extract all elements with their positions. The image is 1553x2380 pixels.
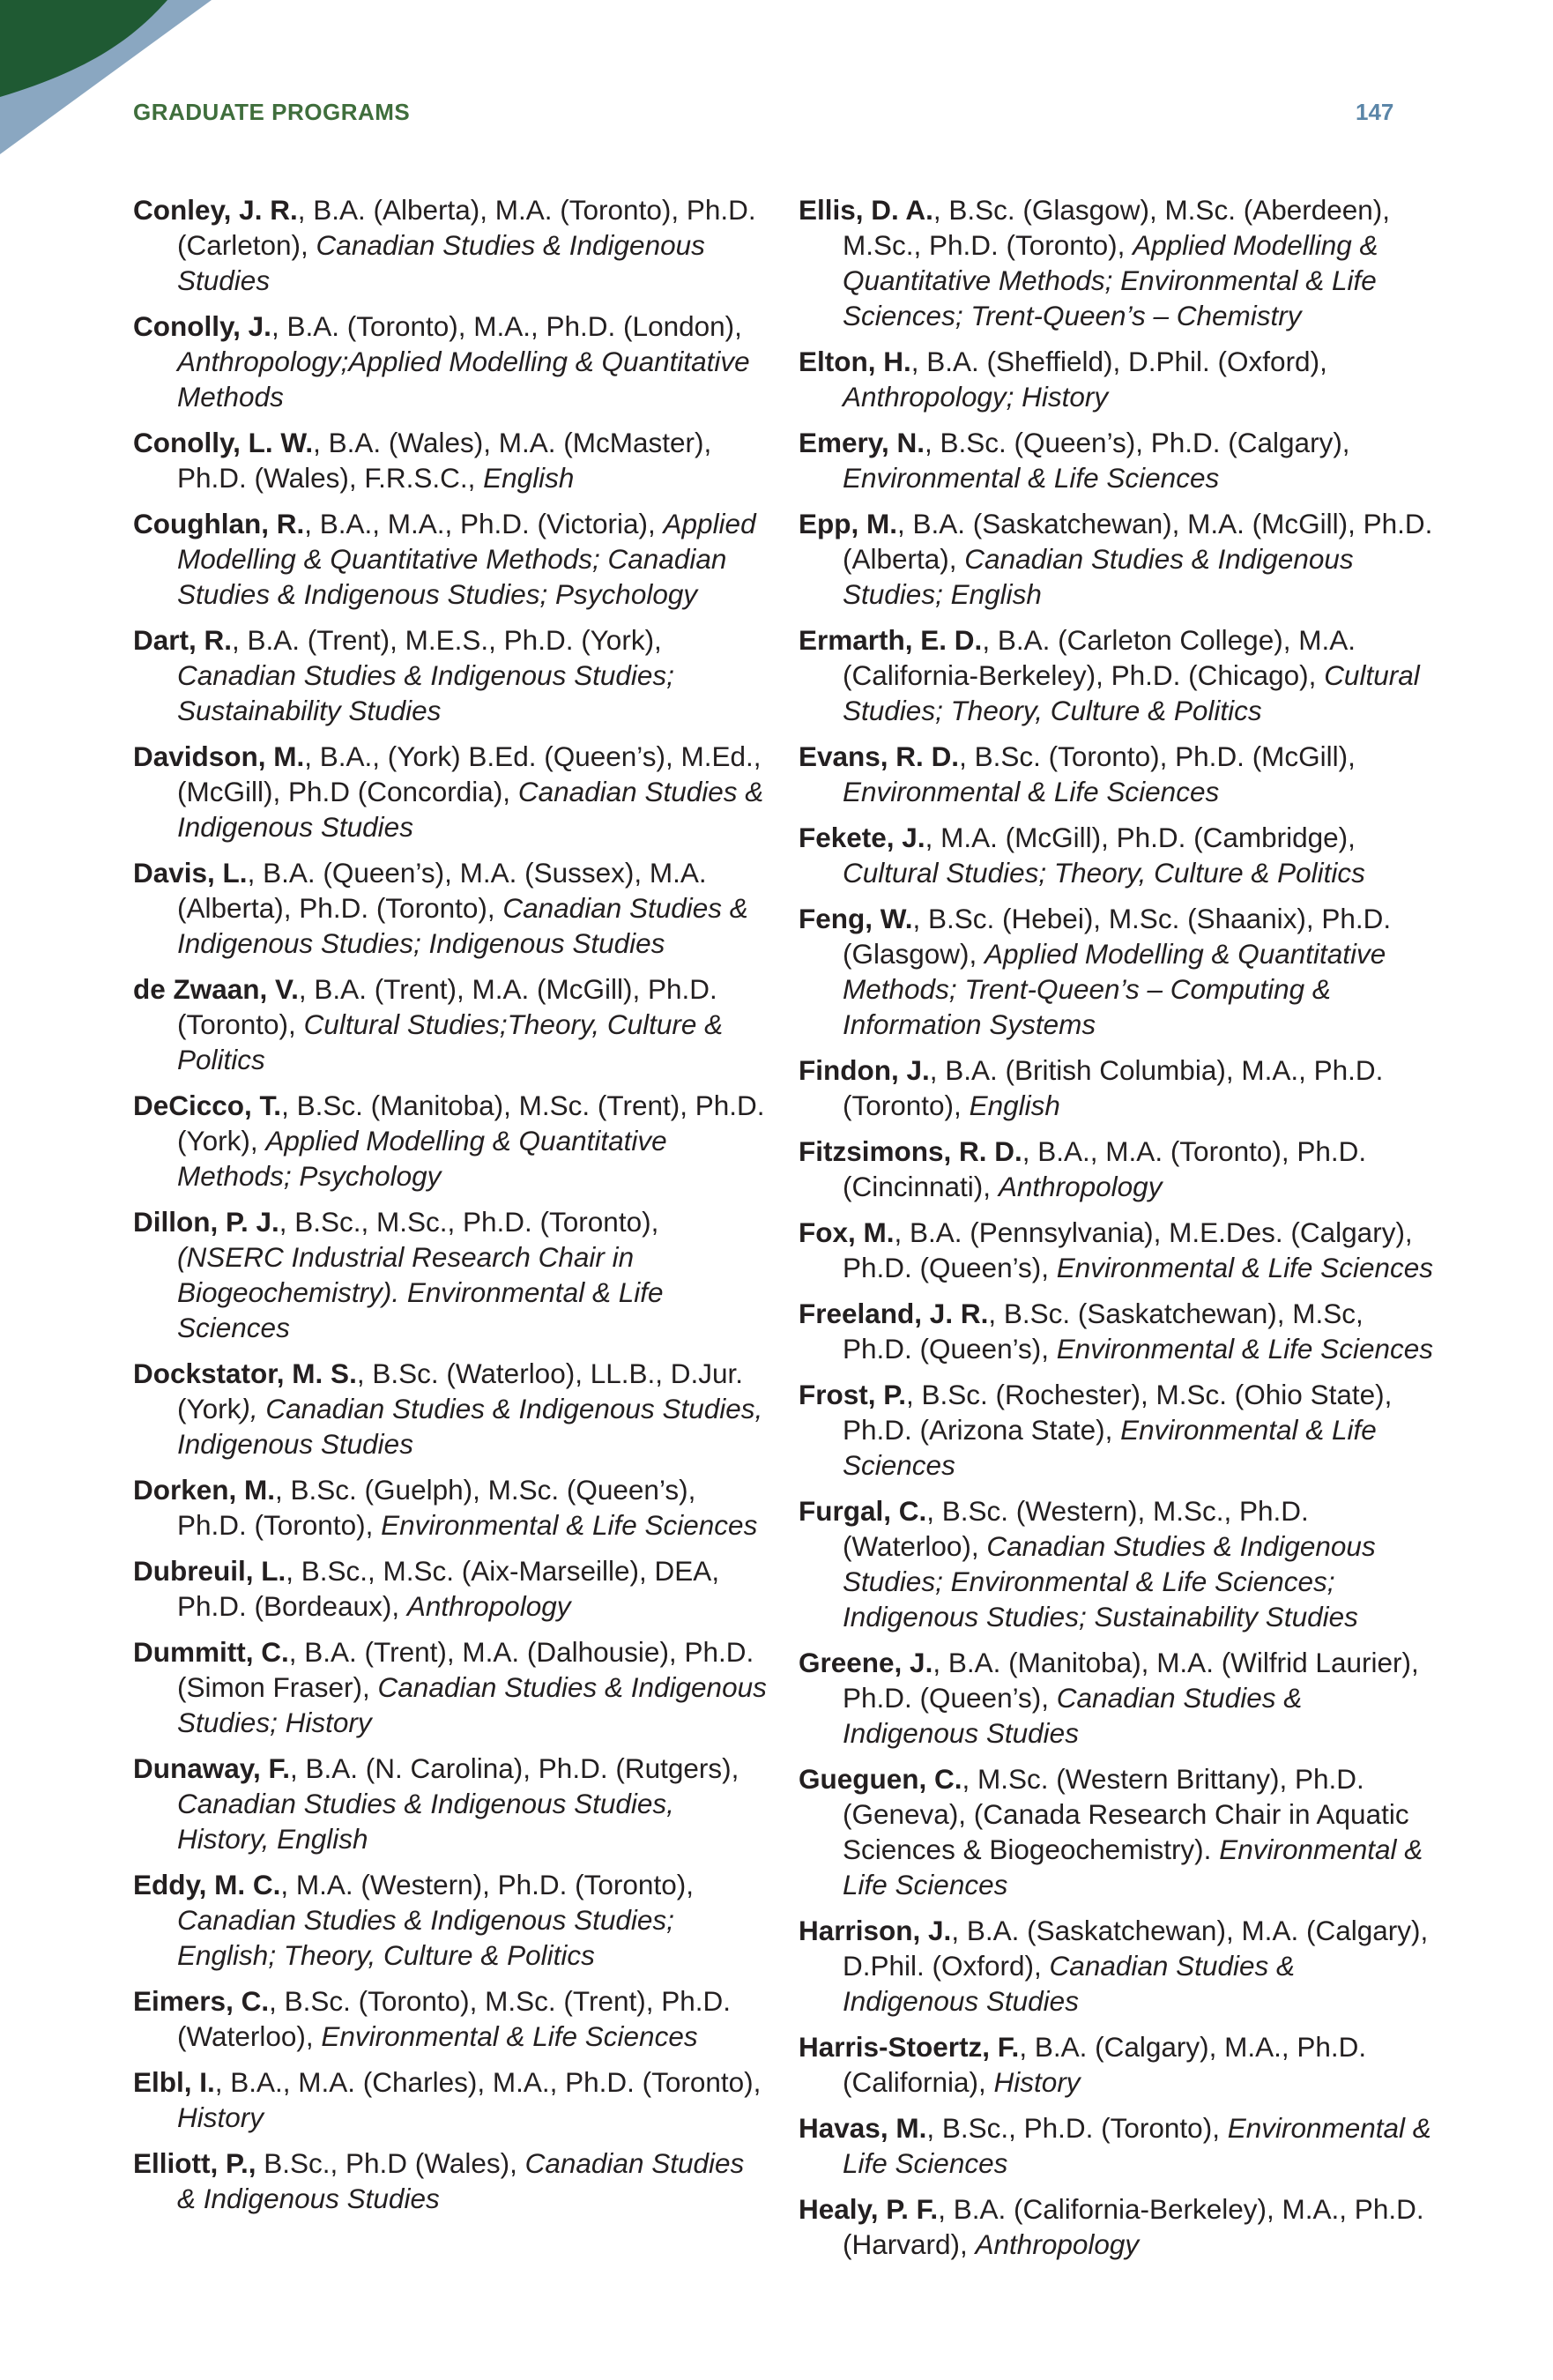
faculty-degrees: , B.A. (Alberta), M.A. (Toronto), Ph.D. (Carleton),	[177, 194, 756, 261]
faculty-degrees: , B.A. (Trent), M.E.S., Ph.D. (York),	[232, 624, 662, 656]
faculty-degrees: , B.Sc., M.Sc. (Aix-Marseille), DEA, Ph.D. (Bordeaux),	[177, 1555, 720, 1622]
faculty-degrees: , M.A. (Western), Ph.D. (Toronto),	[280, 1869, 694, 1900]
faculty-entry	[799, 1493, 1433, 1634]
faculty-name: Fitzsimons, R. D.	[799, 1135, 1022, 1167]
faculty-degrees: , B.A. (Manitoba), M.A. (Wilfrid Laurier), Ph.D. (Queen’s),	[843, 1647, 1419, 1714]
faculty-programs: Canadian Studies & Indigenous Studies; Sustainability Studies	[177, 659, 674, 726]
faculty-degrees: , B.Sc. (Western), M.Sc., Ph.D. (Waterloo),	[843, 1495, 1309, 1562]
faculty-degrees: , B.A. (Saskatchewan), M.A. (McGill), Ph.D. (Alberta),	[843, 508, 1433, 575]
faculty-entry	[133, 1472, 768, 1543]
faculty-name: DeCicco, T.	[133, 1090, 282, 1121]
faculty-programs: Anthropology	[975, 2228, 1140, 2260]
faculty-programs: English	[483, 462, 575, 494]
faculty-entry	[133, 1751, 768, 1856]
faculty-programs: Canadian Studies & Indigenous Studies	[843, 1682, 1303, 1749]
faculty-name: Havas, M.	[799, 2112, 927, 2144]
faculty-name: Epp, M.	[799, 508, 897, 539]
faculty-name: Dubreuil, L.	[133, 1555, 286, 1587]
faculty-name: Dillon, P. J.	[133, 1206, 279, 1238]
faculty-programs: Environmental & Life Sciences	[843, 2112, 1431, 2179]
faculty-entry	[799, 622, 1433, 728]
faculty-entry	[799, 1377, 1433, 1483]
faculty-entry	[133, 309, 768, 414]
faculty-name: Fekete, J.	[799, 822, 925, 853]
faculty-name: Elbl, I.	[133, 2066, 215, 2098]
faculty-programs: Canadian Studies & Indigenous Studies	[177, 2147, 745, 2214]
faculty-entry	[799, 1761, 1433, 1902]
faculty-entry	[133, 1983, 768, 2054]
corner-decoration	[0, 0, 212, 159]
faculty-programs: Applied Modelling & Quantitative Methods; Psychology	[177, 1125, 667, 1192]
faculty-programs: Applied Modelling & Quantitative Methods; Trent-Queen’s – Computing & Information Systems	[843, 938, 1386, 1040]
faculty-entry	[133, 971, 768, 1077]
faculty-entry	[799, 2029, 1433, 2100]
faculty-degrees: , B.A. (Sheffield), D.Phil. (Oxford),	[910, 346, 1327, 377]
faculty-degrees: , B.A. (California-Berkeley), M.A., Ph.D. (Harvard),	[843, 2193, 1424, 2260]
faculty-entry	[799, 1296, 1433, 1366]
faculty-programs: Canadian Studies & Indigenous Studies; English; Theory, Culture & Politics	[177, 1904, 674, 1971]
faculty-entry	[133, 2146, 768, 2216]
faculty-programs: Environmental & Life Sciences	[843, 776, 1220, 807]
faculty-entry	[799, 506, 1433, 612]
faculty-entry	[133, 2064, 768, 2135]
faculty-programs: Environmental & Life Sciences	[843, 1833, 1423, 1900]
faculty-entry	[799, 1913, 1433, 2019]
faculty-name: Dunaway, F.	[133, 1752, 290, 1784]
faculty-entry	[799, 901, 1433, 1042]
faculty-programs: Applied Modelling & Quantitative Methods; Canadian Studies & Indigenous Studies; Psychology	[177, 508, 756, 610]
faculty-entry	[133, 855, 768, 961]
faculty-name: Elton, H.	[799, 346, 911, 377]
faculty-degrees: , B.A., M.A., Ph.D. (Victoria),	[304, 508, 664, 539]
faculty-entry	[133, 1553, 768, 1624]
faculty-degrees: , B.A. (Toronto), M.A., Ph.D. (London),	[271, 310, 742, 342]
faculty-list-left-column	[133, 192, 768, 2227]
faculty-degrees: , B.A. (Calgary), M.A., Ph.D. (California),	[843, 2031, 1367, 2098]
faculty-entry	[133, 622, 768, 728]
faculty-programs: Canadian Studies & Indigenous Studies; Environmental & Life Sciences; Indigenous Studies; Sustainability Studies	[843, 1530, 1376, 1633]
faculty-entry	[799, 1215, 1433, 1285]
faculty-degrees: , B.A., M.A. (Toronto), Ph.D. (Cincinnati),	[843, 1135, 1367, 1202]
faculty-name: Conley, J. R.	[133, 194, 298, 226]
faculty-programs: Anthropology	[406, 1590, 571, 1622]
faculty-name: Harrison, J.	[799, 1915, 952, 1946]
faculty-entry	[799, 1134, 1433, 1204]
faculty-name: Dart, R.	[133, 624, 233, 656]
faculty-programs: Environmental & Life Sciences	[1056, 1252, 1433, 1283]
faculty-degrees: , B.Sc., Ph.D. (Toronto),	[926, 2112, 1228, 2144]
faculty-programs: Anthropology; History	[843, 381, 1109, 413]
faculty-name: Eimers, C.	[133, 1985, 270, 2017]
faculty-degrees: , B.A., (York) B.Ed. (Queen’s), M.Ed., (McGill), Ph.D (Concordia),	[177, 740, 762, 807]
faculty-entry	[133, 1088, 768, 1194]
faculty-name: Eddy, M. C.	[133, 1869, 281, 1900]
faculty-entry	[799, 344, 1433, 414]
faculty-programs: Anthropology;Applied Modelling & Quantitative Methods	[177, 346, 750, 413]
faculty-programs: Cultural Studies; Theory, Culture & Politics	[843, 857, 1365, 889]
faculty-degrees: B.Sc., Ph.D (Wales),	[256, 2147, 525, 2179]
faculty-programs: History	[177, 2101, 264, 2133]
faculty-programs: (NSERC Industrial Research Chair in Biogeochemistry). Environmental & Life Sciences	[177, 1241, 664, 1343]
faculty-degrees: , B.A. (British Columbia), M.A., Ph.D. (Toronto),	[843, 1054, 1384, 1121]
faculty-entry	[133, 506, 768, 612]
faculty-programs: Canadian Studies & Indigenous Studies; English	[843, 543, 1354, 610]
faculty-degrees: , B.A. (Queen’s), M.A. (Sussex), M.A. (Alberta), Ph.D. (Toronto),	[177, 857, 707, 924]
faculty-name: Dockstator, M. S.	[133, 1357, 357, 1389]
faculty-entry	[799, 1645, 1433, 1751]
faculty-degrees: , B.Sc. (Waterloo), LL.B., D.Jur. (York	[177, 1357, 744, 1424]
faculty-degrees: , B.A. (Trent), M.A. (Dalhousie), Ph.D. (Simon Fraser),	[177, 1636, 754, 1703]
faculty-degrees: , B.Sc. (Queen’s), Ph.D. (Calgary),	[924, 427, 1350, 458]
faculty-entry	[133, 1356, 768, 1461]
faculty-programs: Cultural Studies; Theory, Culture & Politics	[843, 659, 1420, 726]
faculty-name: Coughlan, R.	[133, 508, 305, 539]
faculty-entry	[799, 739, 1433, 809]
faculty-entry	[133, 1867, 768, 1973]
faculty-name: Emery, N.	[799, 427, 925, 458]
faculty-name: Furgal, C.	[799, 1495, 927, 1527]
faculty-name: Davidson, M.	[133, 740, 305, 772]
faculty-degrees: , B.Sc. (Glasgow), M.Sc. (Aberdeen), M.Sc., Ph.D. (Toronto),	[843, 194, 1391, 261]
faculty-programs: Anthropology	[998, 1171, 1163, 1202]
faculty-programs: Environmental & Life Sciences	[1056, 1333, 1433, 1365]
running-header-section: GRADUATE PROGRAMS	[133, 99, 411, 125]
faculty-degrees: , B.A., M.A. (Charles), M.A., Ph.D. (Toronto),	[214, 2066, 762, 2098]
faculty-programs: Canadian Studies & Indigenous Studies	[177, 229, 705, 296]
faculty-entry	[799, 1052, 1433, 1123]
faculty-programs: Environmental & Life Sciences	[381, 1509, 758, 1541]
faculty-degrees: , B.A. (Trent), M.A. (McGill), Ph.D. (Toronto),	[177, 973, 717, 1040]
faculty-name: Findon, J.	[799, 1054, 930, 1086]
faculty-programs: Cultural Studies;Theory, Culture & Politics	[177, 1008, 724, 1075]
faculty-degrees: , B.A. (Saskatchewan), M.A. (Calgary), D.Phil. (Oxford),	[843, 1915, 1429, 1982]
faculty-list-right-column	[799, 192, 1433, 2272]
faculty-programs: Applied Modelling & Quantitative Methods; Environmental & Life Sciences; Trent-Queen’s – Chemistry	[843, 229, 1378, 331]
faculty-degrees: , B.A. (N. Carolina), Ph.D. (Rutgers),	[289, 1752, 739, 1784]
faculty-programs: Environmental & Life Sciences	[843, 1414, 1377, 1481]
faculty-entry	[799, 192, 1433, 333]
faculty-degrees: , B.A. (Pennsylvania), M.E.Des. (Calgary), Ph.D. (Queen’s),	[843, 1216, 1413, 1283]
faculty-name: de Zwaan, V.	[133, 973, 299, 1005]
faculty-name: Harris-Stoertz, F.	[799, 2031, 1020, 2063]
faculty-entry	[133, 425, 768, 495]
faculty-entry	[133, 1634, 768, 1740]
faculty-name: Evans, R. D.	[799, 740, 960, 772]
faculty-name: Gueguen, C.	[799, 1763, 962, 1795]
faculty-name: Healy, P. F.	[799, 2193, 939, 2225]
faculty-degrees: , B.Sc. (Toronto), M.Sc. (Trent), Ph.D. (Waterloo),	[177, 1985, 732, 2052]
faculty-entry	[133, 1204, 768, 1345]
faculty-name: Ellis, D. A.	[799, 194, 933, 226]
faculty-degrees: , B.Sc. (Manitoba), M.Sc. (Trent), Ph.D. (York),	[177, 1090, 765, 1157]
faculty-name: Frost, P.	[799, 1379, 906, 1410]
faculty-degrees: , B.Sc. (Toronto), Ph.D. (McGill),	[959, 740, 1356, 772]
faculty-name: Davis, L.	[133, 857, 248, 889]
faculty-name: Freeland, J. R.	[799, 1298, 989, 1329]
faculty-programs: Canadian Studies & Indigenous Studies; Indigenous Studies	[177, 892, 748, 959]
faculty-name: Elliott, P.,	[133, 2147, 256, 2179]
faculty-degrees: , M.A. (McGill), Ph.D. (Cambridge),	[925, 822, 1356, 853]
faculty-programs: Canadian Studies & Indigenous Studies	[843, 1950, 1295, 2017]
faculty-programs: Environmental & Life Sciences	[321, 2020, 698, 2052]
faculty-name: Conolly, L. W.	[133, 427, 314, 458]
faculty-degrees: , B.A. (Wales), M.A. (McMaster), Ph.D. (Wales), F.R.S.C.,	[177, 427, 712, 494]
faculty-name: Dorken, M.	[133, 1474, 276, 1506]
faculty-degrees: , B.Sc. (Saskatchewan), M.Sc, Ph.D. (Queen’s),	[843, 1298, 1364, 1365]
faculty-name: Feng, W.	[799, 903, 913, 934]
faculty-entry	[799, 2110, 1433, 2181]
faculty-degrees: , B.Sc. (Guelph), M.Sc. (Queen’s), Ph.D. (Toronto),	[177, 1474, 696, 1541]
faculty-entry	[133, 192, 768, 298]
faculty-name: Ermarth, E. D.	[799, 624, 983, 656]
faculty-name: Greene, J.	[799, 1647, 933, 1678]
faculty-programs: Canadian Studies & Indigenous Studies, History, English	[177, 1788, 674, 1855]
faculty-programs: History	[993, 2066, 1081, 2098]
faculty-programs: Canadian Studies & Indigenous Studies	[177, 776, 764, 843]
faculty-entry	[799, 425, 1433, 495]
faculty-name: Conolly, J.	[133, 310, 271, 342]
faculty-degrees: , B.Sc. (Rochester), M.Sc. (Ohio State), Ph.D. (Arizona State),	[843, 1379, 1393, 1446]
faculty-name: Dummitt, C.	[133, 1636, 289, 1668]
faculty-programs: Canadian Studies & Indigenous Studies; History	[177, 1671, 767, 1738]
faculty-name: Fox, M.	[799, 1216, 895, 1248]
page-number: 147	[1356, 99, 1394, 125]
faculty-degrees: , M.Sc. (Western Brittany), Ph.D. (Geneva), (Canada Research Chair in Aquatic Sciences & Biogeochemistry).	[843, 1763, 1409, 1865]
faculty-programs: Environmental & Life Sciences	[843, 462, 1220, 494]
faculty-entry	[133, 739, 768, 844]
faculty-programs: ), Canadian Studies & Indigenous Studies, Indigenous Studies	[177, 1393, 763, 1460]
faculty-degrees: , B.Sc., M.Sc., Ph.D. (Toronto),	[279, 1206, 659, 1238]
faculty-programs: English	[969, 1090, 1060, 1121]
faculty-degrees: , B.Sc. (Hebei), M.Sc. (Shaanix), Ph.D. (Glasgow),	[843, 903, 1392, 970]
faculty-entry	[799, 820, 1433, 890]
faculty-degrees: , B.A. (Carleton College), M.A. (California-Berkeley), Ph.D. (Chicago),	[843, 624, 1356, 691]
faculty-entry	[799, 2191, 1433, 2262]
